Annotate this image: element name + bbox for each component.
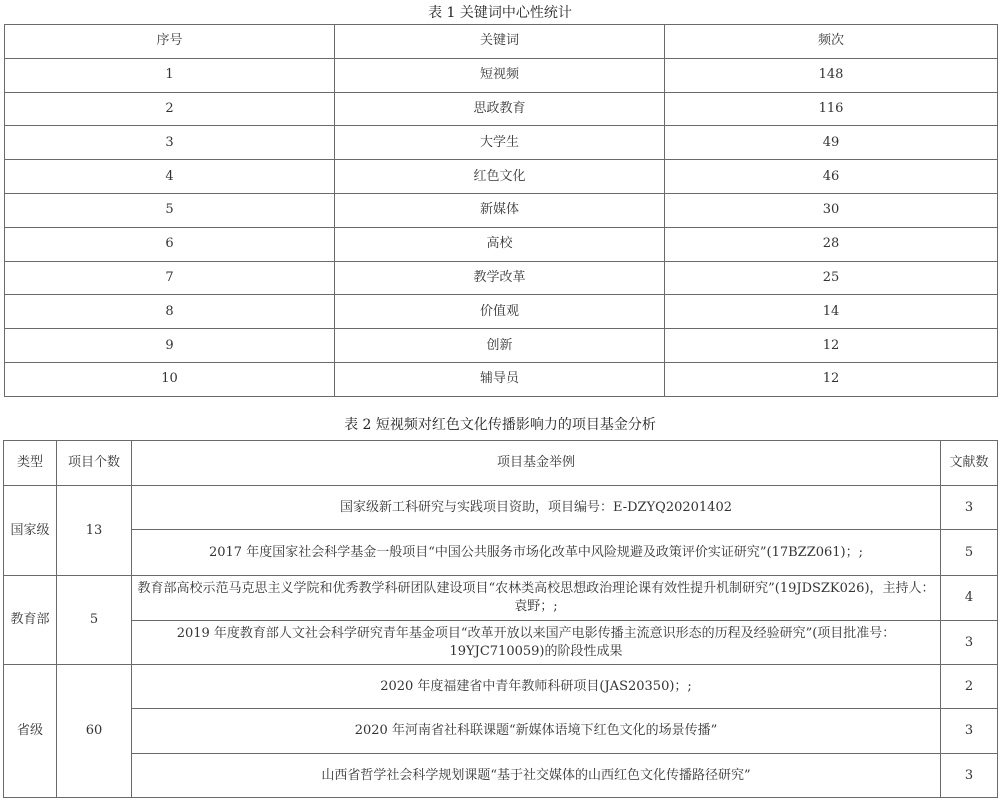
row-keyword: 大学生: [335, 126, 665, 160]
row-frequency: 46: [665, 160, 998, 194]
table-row: [4, 486, 998, 530]
row-index: 5: [5, 193, 335, 227]
row-keyword: 新媒体: [335, 193, 665, 227]
doc-count: 3: [941, 621, 998, 665]
row-index: 10: [5, 362, 335, 396]
row-frequency: 25: [665, 261, 998, 295]
row-frequency: 28: [665, 227, 998, 261]
table-row: [5, 92, 998, 126]
row-keyword: 高校: [335, 227, 665, 261]
project-fund-table: [3, 440, 998, 798]
row-keyword: 短视频: [335, 58, 665, 92]
table-row: [5, 58, 998, 92]
row-frequency: 116: [665, 92, 998, 126]
group-count: 5: [57, 576, 132, 665]
table2-caption: 表 2 短视频对红色文化传播影响力的项目基金分析: [344, 417, 656, 433]
fund-example: 教育部高校示范马克思主义学院和优秀教学科研团队建设项目“农林类高校思想政治理论课有效性提升机制研究”(19JDSZK026)，主持人：袁野；;: [132, 576, 941, 621]
doc-count: 3: [941, 486, 998, 530]
row-index: 4: [5, 160, 335, 194]
row-index: 3: [5, 126, 335, 160]
group-type: 国家级: [4, 486, 57, 576]
keyword-centrality-table: [4, 24, 998, 397]
doc-count: 5: [941, 530, 998, 576]
row-keyword: 思政教育: [335, 92, 665, 126]
table1-header-row: [5, 25, 998, 59]
table-row: [4, 576, 998, 621]
table-row: [4, 621, 998, 665]
fund-example: 2020 年度福建省中青年教师科研项目(JAS20350)；;: [132, 665, 941, 709]
fund-example: 2020 年河南省社科联课题“新媒体语境下红色文化的场景传播”: [132, 709, 941, 754]
fund-example: 国家级新工科研究与实践项目资助，项目编号：E-DZYQ20201402: [132, 486, 941, 530]
group-type: 教育部: [4, 576, 57, 665]
row-keyword: 教学改革: [335, 261, 665, 295]
row-keyword: 辅导员: [335, 362, 665, 396]
row-frequency: 148: [665, 58, 998, 92]
table1-header-frequency: 频次: [665, 25, 998, 59]
row-frequency: 49: [665, 126, 998, 160]
row-frequency: 14: [665, 295, 998, 329]
row-frequency: 12: [665, 362, 998, 396]
group-count: 60: [57, 665, 132, 798]
row-frequency: 12: [665, 329, 998, 363]
group-type: 省级: [4, 665, 57, 798]
table2-header-row: [4, 441, 998, 486]
table1-header-index: 序号: [5, 25, 335, 59]
row-index: 6: [5, 227, 335, 261]
group-count: 13: [57, 486, 132, 576]
table-row: [4, 754, 998, 798]
fund-example: 2019 年度教育部人文社会科学研究青年基金项目“改革开放以来国产电影传播主流意识形态的历程及经验研究”(项目批准号：19YJC710059)的阶段性成果: [132, 621, 941, 665]
table2-header-docs: 文献数: [941, 441, 998, 486]
doc-count: 3: [941, 754, 998, 798]
table-row: [5, 295, 998, 329]
table-row: [5, 126, 998, 160]
table1-caption: 表 1 关键词中心性统计: [428, 5, 572, 21]
table-row: [4, 709, 998, 754]
row-keyword: 红色文化: [335, 160, 665, 194]
table-row: [5, 227, 998, 261]
table-row: [4, 665, 998, 709]
table-row: [5, 362, 998, 396]
table-row: [5, 261, 998, 295]
row-index: 7: [5, 261, 335, 295]
doc-count: 2: [941, 665, 998, 709]
table-row: [5, 193, 998, 227]
fund-example: 2017 年度国家社会科学基金一般项目“中国公共服务市场化改革中风险规避及政策评价实证研究”(17BZZ061)；;: [132, 530, 941, 576]
row-index: 1: [5, 58, 335, 92]
table2-header-fund: 项目基金举例: [132, 441, 941, 486]
table2-header-type: 类型: [4, 441, 57, 486]
doc-count: 3: [941, 709, 998, 754]
row-index: 2: [5, 92, 335, 126]
doc-count: 4: [941, 576, 998, 621]
row-keyword: 价值观: [335, 295, 665, 329]
table-row: [5, 329, 998, 363]
table-row: [5, 160, 998, 194]
row-index: 9: [5, 329, 335, 363]
table-row: [4, 530, 998, 576]
table1-header-keyword: 关键词: [335, 25, 665, 59]
row-keyword: 创新: [335, 329, 665, 363]
fund-example: 山西省哲学社会科学规划课题“基于社交媒体的山西红色文化传播路径研究”: [132, 754, 941, 798]
row-frequency: 30: [665, 193, 998, 227]
table2-header-count: 项目个数: [57, 441, 132, 486]
row-index: 8: [5, 295, 335, 329]
